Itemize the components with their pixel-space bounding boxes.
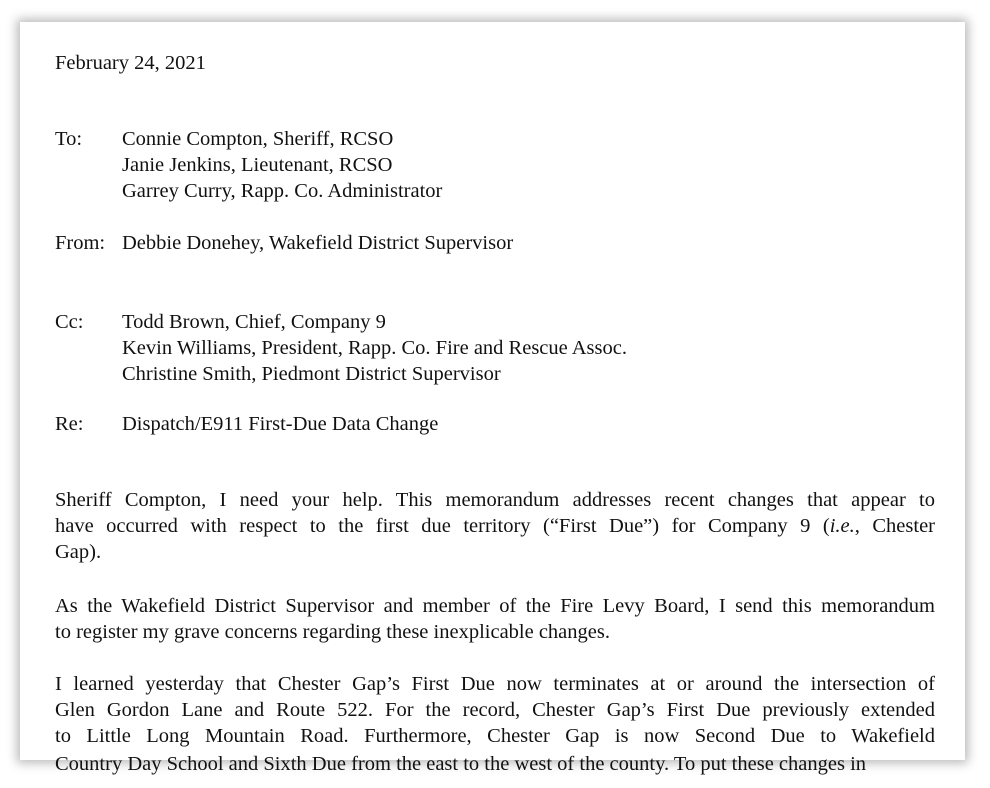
paragraph-line: Sheriff Compton, I need your help. This memorandum addresses recent changes that appear to bbox=[55, 489, 935, 511]
re-subject: Dispatch/E911 First-Due Data Change bbox=[122, 413, 439, 435]
body-paragraph-2 bbox=[55, 593, 935, 645]
paragraph-line: Gap). bbox=[55, 541, 102, 563]
body-paragraph-3 bbox=[55, 671, 935, 749]
cc-recipient: Christine Smith, Piedmont District Supervisor bbox=[122, 363, 501, 385]
cc-recipient: Todd Brown, Chief, Company 9 bbox=[122, 311, 386, 333]
paragraph-line: to register my grave concerns regarding these inexplicable changes. bbox=[55, 621, 610, 643]
document-page bbox=[20, 22, 965, 775]
paragraph-line: As the Wakefield District Supervisor and member of the Fire Levy Board, I send this memorandum bbox=[55, 595, 935, 617]
to-recipient: Connie Compton, Sheriff, RCSO bbox=[122, 128, 394, 150]
to-recipient: Janie Jenkins, Lieutenant, RCSO bbox=[122, 154, 393, 176]
from-sender: Debbie Donehey, Wakefield District Supervisor bbox=[122, 232, 514, 254]
cc-label: Cc: bbox=[55, 311, 84, 333]
paragraph-line: have occurred with respect to the first due territory (“First Due”) for Company 9 (i.e., Chester bbox=[55, 515, 935, 537]
to-recipient: Garrey Curry, Rapp. Co. Administrator bbox=[122, 180, 443, 202]
memorandum bbox=[20, 22, 965, 775]
paragraph-line: I learned yesterday that Chester Gap’s First Due now terminates at or around the intersection of bbox=[55, 673, 935, 695]
to-label: To: bbox=[55, 128, 83, 150]
re-label: Re: bbox=[55, 413, 84, 435]
paragraph-line: to Little Long Mountain Road. Furthermore, Chester Gap is now Second Due to Wakefield bbox=[55, 725, 935, 747]
memo-date: February 24, 2021 bbox=[55, 52, 206, 74]
cut-off-line bbox=[55, 751, 935, 775]
from-label: From: bbox=[55, 232, 106, 254]
cc-recipient: Kevin Williams, President, Rapp. Co. Fire and Rescue Assoc. bbox=[122, 337, 627, 359]
body-paragraph-1 bbox=[55, 487, 935, 565]
emphasis-text: i.e. bbox=[829, 515, 855, 537]
paragraph-line-partial: Country Day School and Sixth Due from the east to the west of the county. To put these changes in bbox=[55, 753, 867, 775]
paragraph-line: Glen Gordon Lane and Route 522. For the record, Chester Gap’s First Due previously extended bbox=[55, 699, 935, 721]
